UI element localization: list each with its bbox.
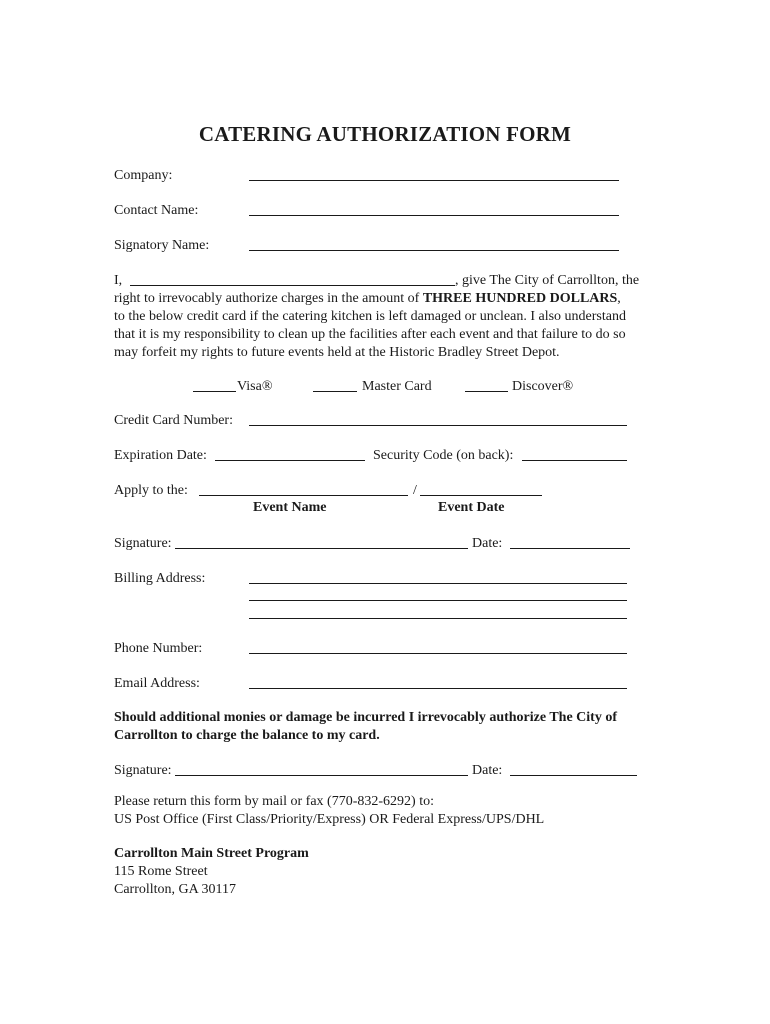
- billing-address-label: Billing Address:: [114, 571, 206, 586]
- card-number-field-line[interactable]: [249, 425, 627, 426]
- signature-2-field-line[interactable]: [175, 775, 468, 776]
- return-line-2: US Post Office (First Class/Priority/Express) OR Federal Express/UPS/DHL: [114, 812, 545, 827]
- notice-line-1: Should additional monies or damage be incurred I irrevocably authorize The City of: [114, 710, 617, 725]
- return-line-1: Please return this form by mail or fax (770-832-6292) to:: [114, 794, 434, 809]
- card-number-label: Credit Card Number:: [114, 413, 233, 428]
- expiration-label: Expiration Date:: [114, 448, 207, 463]
- billing-address-line-2[interactable]: [249, 600, 627, 601]
- contact-name-label: Contact Name:: [114, 203, 199, 218]
- apply-to-label: Apply to the:: [114, 483, 188, 498]
- authorization-line-4: that it is my responsibility to clean up the facilities after each event and that failure to do so: [114, 327, 626, 342]
- company-field-line[interactable]: [249, 180, 619, 181]
- signature-date-label: Date:: [472, 536, 503, 551]
- discover-check-line[interactable]: [465, 391, 508, 392]
- signature-2-label: Signature:: [114, 763, 172, 778]
- authorization-line-3: to the below credit card if the catering kitchen is left damaged or unclean. I also understand: [114, 309, 626, 324]
- mastercard-check-line[interactable]: [313, 391, 357, 392]
- event-name-caption: Event Name: [253, 500, 327, 515]
- signature-2-date-field-line[interactable]: [510, 775, 637, 776]
- security-code-label: Security Code (on back):: [373, 448, 514, 463]
- authorization-line-5: may forfeit my rights to future events held at the Historic Bradley Street Depot.: [114, 345, 560, 360]
- authorizer-name-line[interactable]: [130, 285, 455, 286]
- contact-name-field-line[interactable]: [249, 215, 619, 216]
- event-date-field-line[interactable]: [420, 495, 542, 496]
- authorization-amount: THREE HUNDRED DOLLARS: [422, 291, 618, 306]
- signature-2-date-label: Date:: [472, 763, 503, 778]
- event-name-field-line[interactable]: [199, 495, 408, 496]
- authorization-suffix: , give The City of Carrollton, the: [455, 273, 640, 288]
- expiration-field-line[interactable]: [215, 460, 365, 461]
- security-code-field-line[interactable]: [522, 460, 627, 461]
- email-label: Email Address:: [114, 676, 200, 691]
- billing-address-line-1[interactable]: [249, 583, 627, 584]
- company-label: Company:: [114, 168, 173, 183]
- phone-label: Phone Number:: [114, 641, 203, 656]
- visa-label: Visa®: [237, 379, 273, 394]
- form-title: CATERING AUTHORIZATION FORM: [198, 122, 572, 146]
- phone-field-line[interactable]: [249, 653, 627, 654]
- email-field-line[interactable]: [249, 688, 627, 689]
- event-date-caption: Event Date: [438, 500, 505, 515]
- apply-slash: /: [413, 483, 417, 498]
- signature-label: Signature:: [114, 536, 172, 551]
- discover-label: Discover®: [512, 379, 574, 394]
- signature-field-line[interactable]: [175, 548, 468, 549]
- billing-address-line-3[interactable]: [249, 618, 627, 619]
- authorization-prefix: I,: [114, 273, 123, 288]
- authorization-text: right to irrevocably authorize charges in the amount of: [114, 291, 423, 306]
- address-street: 115 Rome Street: [114, 864, 208, 879]
- visa-check-line[interactable]: [193, 391, 236, 392]
- authorization-comma: ,: [617, 291, 621, 306]
- signatory-name-label: Signatory Name:: [114, 238, 210, 253]
- mastercard-label: Master Card: [362, 379, 432, 394]
- signatory-name-field-line[interactable]: [249, 250, 619, 251]
- address-city: Carrollton, GA 30117: [114, 882, 236, 897]
- signature-date-field-line[interactable]: [510, 548, 630, 549]
- notice-line-2: Carrollton to charge the balance to my card.: [114, 728, 380, 743]
- address-org: Carrollton Main Street Program: [114, 846, 309, 861]
- authorization-line-2: [114, 290, 654, 308]
